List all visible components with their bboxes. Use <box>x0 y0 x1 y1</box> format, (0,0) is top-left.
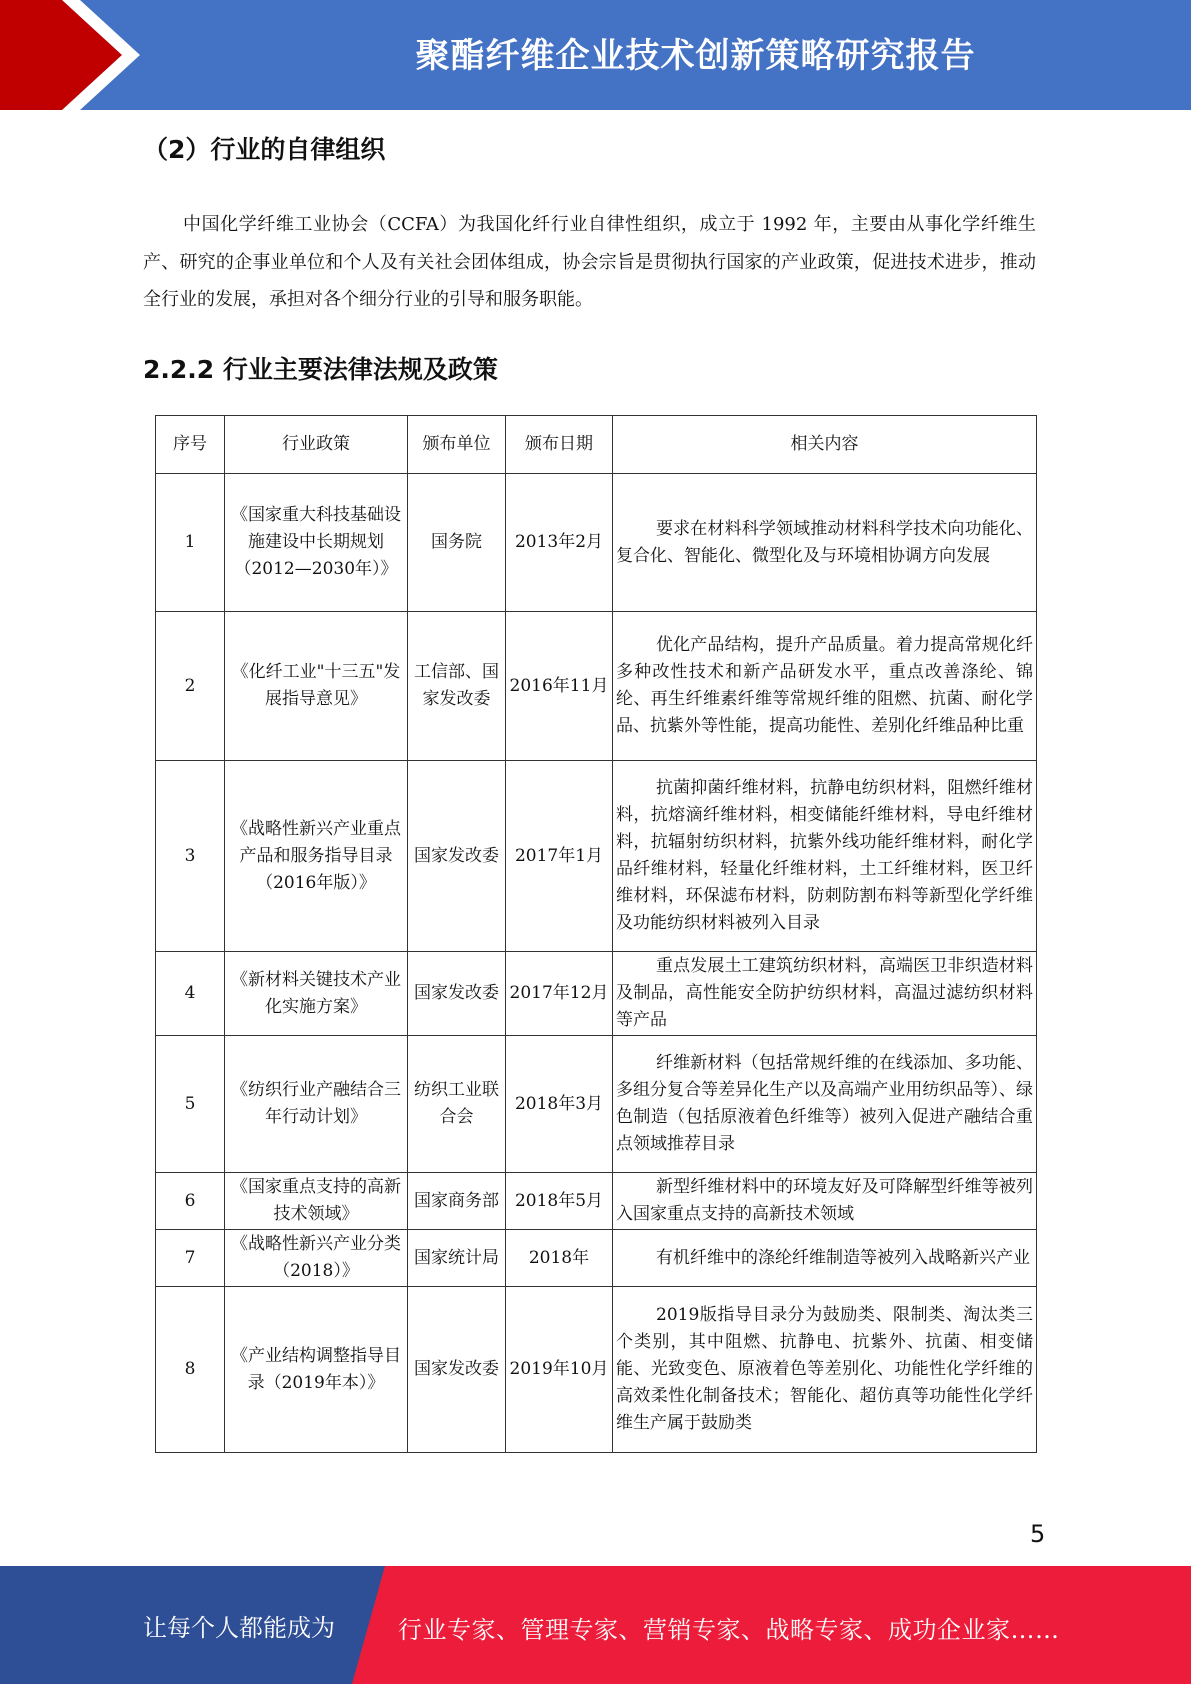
section-heading: 2.2.2 行业主要法律法规及政策 <box>143 355 498 384</box>
cell-unit: 纺织工业联合会 <box>408 1036 506 1173</box>
cell-no: 8 <box>156 1287 225 1453</box>
footer-slogan-left: 让每个人都能成为 <box>143 1614 335 1642</box>
cell-no: 6 <box>156 1173 225 1230</box>
cell-no: 4 <box>156 952 225 1036</box>
cell-policy: 《国家重大科技基础设施建设中长期规划（2012—2030年）》 <box>225 474 408 612</box>
header-cell-unit: 颁布单位 <box>408 416 506 474</box>
cell-content: 重点发展土工建筑纺织材料，高端医卫非织造材料及制品，高性能安全防护纺织材料，高温过滤纺织材料等产品 <box>613 952 1037 1036</box>
cell-policy: 《新材料关键技术产业化实施方案》 <box>225 952 408 1036</box>
cell-unit: 国家商务部 <box>408 1173 506 1230</box>
table-row <box>156 474 1037 612</box>
header-chevron-icon <box>0 0 150 110</box>
table-row <box>156 1036 1037 1173</box>
cell-content: 抗菌抑菌纤维材料，抗静电纺织材料，阻燃纤维材料，抗熔滴纤维材料，相变储能纤维材料，导电纤维材料，抗辐射纺织材料，抗紫外线功能纤维材料，耐化学品纤维材料，轻量化纤维材料，土工纤维材料，医卫纤维材料，环保滤布材料，防刺防割布料等新型化学纤维及功能纺织材料被列入目录 <box>613 761 1037 952</box>
header-cell-no: 序号 <box>156 416 225 474</box>
cell-unit: 国家发改委 <box>408 952 506 1036</box>
report-title: 聚酯纤维企业技术创新策略研究报告 <box>415 36 976 76</box>
cell-date: 2019年10月 <box>506 1287 613 1453</box>
table-row <box>156 612 1037 761</box>
table-row <box>156 1230 1037 1287</box>
cell-content: 纤维新材料（包括常规纤维的在线添加、多功能、多组分复合等差异化生产以及高端产业用纺织品等）、绿色制造（包括原液着色纤维等）被列入促进产融结合重点领域推荐目录 <box>613 1036 1037 1173</box>
body-paragraph: 中国化学纤维工业协会（CCFA）为我国化纤行业自律性组织，成立于 1992 年，主要由从事化学纤维生产、研究的企事业单位和个人及有关社会团体组成，协会宗旨是贯彻执行国家的产业政策，促进技术进步，推动全行业的发展，承担对各个细分行业的引导和服务职能。 <box>143 214 1036 310</box>
policy-table <box>155 415 1037 1453</box>
cell-content: 2019版指导目录分为鼓励类、限制类、淘汰类三个类别，其中阻燃、抗静电、抗紫外、抗菌、相变储能、光致变色、原液着色等差别化、功能性化学纤维的高效柔性化制备技术；智能化、超仿真等功能性化学纤维生产属于鼓励类 <box>613 1287 1037 1453</box>
cell-no: 3 <box>156 761 225 952</box>
cell-unit: 国家发改委 <box>408 1287 506 1453</box>
table-row <box>156 952 1037 1036</box>
cell-no: 2 <box>156 612 225 761</box>
cell-date: 2013年2月 <box>506 474 613 612</box>
header-banner <box>0 0 1191 110</box>
cell-policy: 《化纤工业"十三五"发展指导意见》 <box>225 612 408 761</box>
cell-content: 优化产品结构，提升产品质量。着力提高常规化纤多种改性技术和新产品研发水平，重点改善涤纶、锦纶、再生纤维素纤维等常规纤维的阻燃、抗菌、耐化学品、抗紫外等性能，提高功能性、差别化纤维品种比重 <box>613 612 1037 761</box>
footer-slogan-right: 行业专家、管理专家、营销专家、战略专家、成功企业家…… <box>398 1616 1060 1644</box>
header-cell-content: 相关内容 <box>613 416 1037 474</box>
cell-policy: 《国家重点支持的高新技术领域》 <box>225 1173 408 1230</box>
cell-policy: 《纺织行业产融结合三年行动计划》 <box>225 1036 408 1173</box>
cell-policy: 《战略性新兴产业重点产品和服务指导目录（2016年版）》 <box>225 761 408 952</box>
table-row <box>156 1287 1037 1453</box>
cell-no: 1 <box>156 474 225 612</box>
header-cell-policy: 行业政策 <box>225 416 408 474</box>
cell-content: 有机纤维中的涤纶纤维制造等被列入战略新兴产业 <box>613 1230 1037 1287</box>
cell-no: 5 <box>156 1036 225 1173</box>
cell-content: 要求在材料科学领域推动材料科学技术向功能化、复合化、智能化、微型化及与环境相协调方向发展 <box>613 474 1037 612</box>
page-number: 5 <box>1030 1520 1046 1548</box>
header-cell-date: 颁布日期 <box>506 416 613 474</box>
cell-policy: 《战略性新兴产业分类（2018）》 <box>225 1230 408 1287</box>
table-row <box>156 1173 1037 1230</box>
cell-date: 2018年 <box>506 1230 613 1287</box>
cell-policy: 《产业结构调整指导目录（2019年本）》 <box>225 1287 408 1453</box>
table-row <box>156 761 1037 952</box>
cell-no: 7 <box>156 1230 225 1287</box>
cell-unit: 工信部、国家发改委 <box>408 612 506 761</box>
cell-date: 2018年3月 <box>506 1036 613 1173</box>
cell-date: 2018年5月 <box>506 1173 613 1230</box>
subsection-heading: （2）行业的自律组织 <box>143 135 386 164</box>
cell-date: 2017年12月 <box>506 952 613 1036</box>
cell-unit: 国务院 <box>408 474 506 612</box>
cell-unit: 国家发改委 <box>408 761 506 952</box>
cell-content: 新型纤维材料中的环境友好及可降解型纤维等被列入国家重点支持的高新技术领域 <box>613 1173 1037 1230</box>
table-header-row <box>156 416 1037 474</box>
cell-date: 2016年11月 <box>506 612 613 761</box>
cell-unit: 国家统计局 <box>408 1230 506 1287</box>
footer-banner <box>0 1566 1191 1684</box>
cell-date: 2017年1月 <box>506 761 613 952</box>
